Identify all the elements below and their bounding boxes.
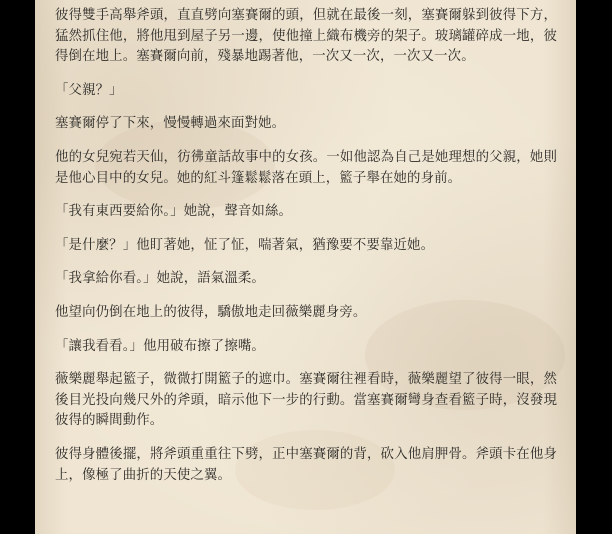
story-text xyxy=(55,6,557,486)
paragraph: 他望向仍倒在地上的彼得，驕傲地走回薇樂麗身旁。 xyxy=(55,304,367,320)
paragraph: 薇樂麗舉起籃子，微微打開籃子的遮巾。塞賽爾往裡看時，薇樂麗望了彼得一眼，然後目光投向幾尺外的斧頭，暗示他下一步的行動。當塞賽爾彎身查看籃子時，沒發現彼得的瞬間動作。 xyxy=(55,372,557,429)
paragraph: 「是什麼？」他盯著她，怔了怔，喘著氣，猶豫要不要靠近她。 xyxy=(55,237,435,253)
parchment-page xyxy=(35,0,576,534)
paragraph: 「父親？」 xyxy=(55,82,123,98)
paragraph: 「我有東西要給你。」她說，聲音如絲。 xyxy=(55,204,293,220)
paragraph: 塞賽爾停了下來，慢慢轉過來面對她。 xyxy=(55,116,286,132)
paragraph: 「讓我看看。」他用破布擦了擦嘴。 xyxy=(55,338,265,354)
paragraph: 彼得身體後擺，將斧頭重重往下劈，正中塞賽爾的背，砍入他肩胛骨。斧頭卡在他身上，像極了曲折的天使之翼。 xyxy=(55,446,557,483)
paragraph: 「我拿給你看。」她說，語氣溫柔。 xyxy=(55,271,265,287)
paragraph: 他的女兒宛若天仙，彷彿童話故事中的女孩。一如他認為自己是她理想的父親，她則是他心目中的女兒。她的紅斗篷鬆鬆落在頭上，籃子舉在她的身前。 xyxy=(55,149,557,186)
paragraph: 彼得雙手高舉斧頭，直直劈向塞賽爾的頭，但就在最後一刻，塞賽爾躲到彼得下方，猛然抓住他，將他甩到屋子另一邊，使他撞上織布機旁的架子。玻璃罐碎成一地，彼得倒在地上。塞賽爾向前，殘暴地踢著他，一次又一次，一次又一次。 xyxy=(55,8,557,65)
